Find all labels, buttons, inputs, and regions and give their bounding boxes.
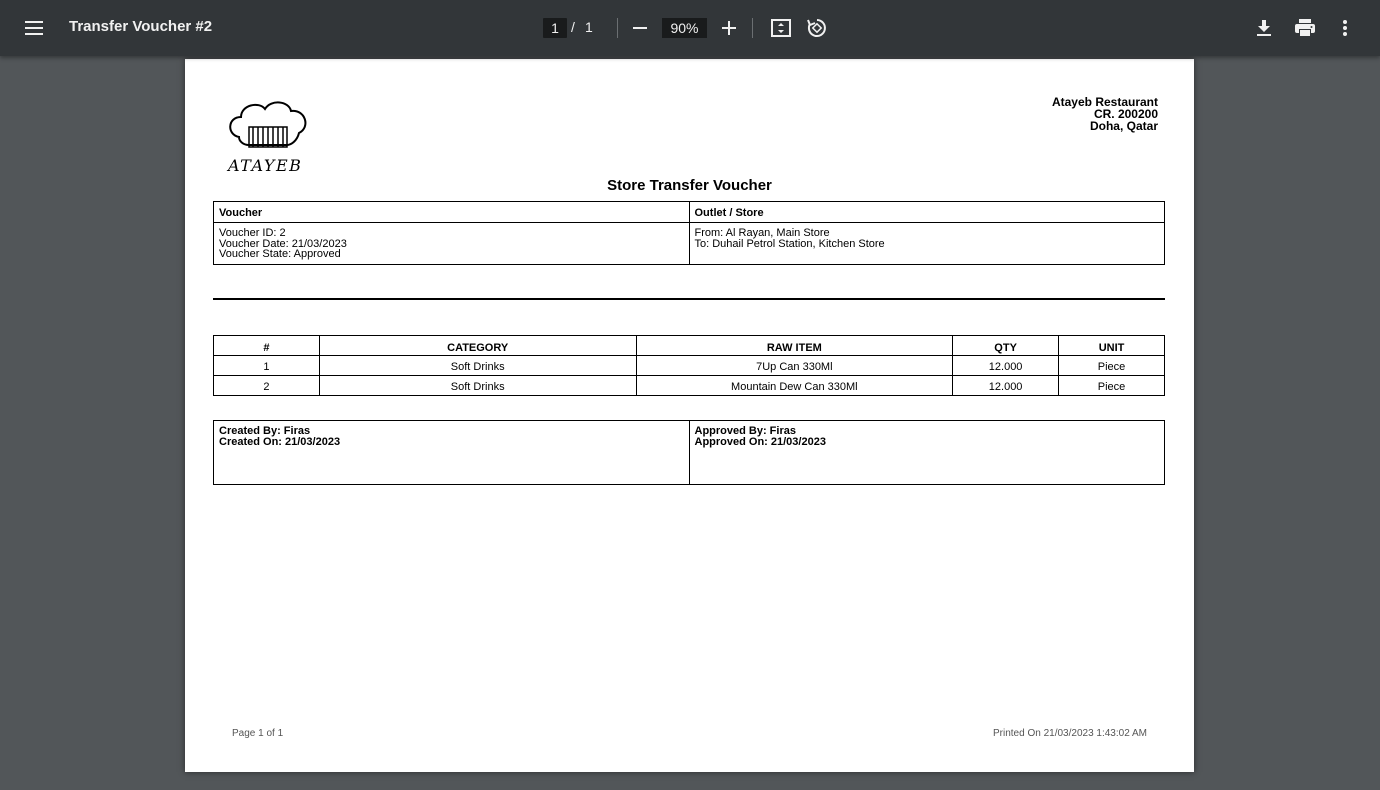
table-cell: Piece — [1059, 356, 1165, 376]
table-cell: 1 — [214, 356, 320, 376]
approved-block — [689, 421, 1165, 485]
signature-table — [213, 420, 1165, 485]
company-name: Atayeb Restaurant — [1051, 95, 1158, 109]
table-cell: Soft Drinks — [319, 356, 636, 376]
toolbar-divider — [752, 18, 753, 38]
fit-page-icon[interactable] — [767, 14, 795, 42]
table-header-row — [214, 336, 1165, 356]
column-header: # — [214, 336, 320, 356]
outlet-details — [689, 223, 1165, 265]
created-by: Created By: Firas — [219, 425, 311, 437]
table-cell: Mountain Dew Can 330Ml — [636, 376, 953, 396]
items-table — [213, 335, 1165, 396]
section-divider — [213, 298, 1165, 300]
table-row — [214, 376, 1165, 396]
pdf-page — [185, 59, 1194, 772]
table-cell: Soft Drinks — [319, 376, 636, 396]
document-heading: Store Transfer Voucher — [607, 177, 772, 194]
download-icon[interactable] — [1250, 14, 1278, 42]
column-header: RAW ITEM — [636, 336, 953, 356]
approved-on: Approved On: 21/03/2023 — [694, 436, 826, 448]
page-number-input[interactable]: 1 — [543, 18, 567, 38]
voucher-header: Voucher — [214, 202, 690, 223]
voucher-id: Voucher ID: 2 — [219, 227, 286, 239]
approved-by: Approved By: Firas — [694, 425, 796, 437]
table-cell: Piece — [1059, 376, 1165, 396]
table-cell: 12.000 — [953, 356, 1059, 376]
print-icon[interactable] — [1290, 14, 1320, 42]
footer-page-info: Page 1 of 1 — [232, 728, 284, 739]
toolbar-divider — [617, 18, 618, 38]
voucher-info-table — [213, 201, 1165, 265]
voucher-details — [214, 223, 690, 265]
table-cell: 2 — [214, 376, 320, 396]
company-cr: CR. 200200 — [1093, 107, 1158, 121]
outlet-from: From: Al Rayan, Main Store — [694, 227, 830, 239]
outlet-to: To: Duhail Petrol Station, Kitchen Store — [694, 237, 885, 250]
page-total: 1 — [585, 19, 593, 35]
pdf-toolbar — [0, 0, 1380, 56]
company-location: Doha, Qatar — [1089, 119, 1158, 133]
page-separator: / — [571, 19, 575, 35]
table-row — [214, 356, 1165, 376]
zoom-level-input[interactable]: 90% — [662, 18, 707, 38]
more-vert-icon[interactable] — [1331, 14, 1359, 42]
chef-hat-logo — [225, 97, 310, 177]
voucher-date: Voucher Date: 21/03/2023 — [219, 237, 347, 250]
document-title: Transfer Voucher #2 — [69, 18, 213, 35]
rotate-icon[interactable] — [803, 14, 831, 42]
voucher-state: Voucher State: Approved — [219, 248, 341, 260]
column-header: UNIT — [1059, 336, 1165, 356]
created-block — [214, 421, 690, 485]
company-info — [1052, 96, 1158, 132]
table-cell: 7Up Can 330Ml — [636, 356, 953, 376]
zoom-out-icon[interactable] — [626, 14, 654, 42]
created-on: Created On: 21/03/2023 — [219, 436, 341, 448]
footer-printed-on: Printed On 21/03/2023 1:43:02 AM — [993, 728, 1147, 739]
column-header: QTY — [953, 336, 1059, 356]
outlet-header: Outlet / Store — [689, 202, 1165, 223]
zoom-in-icon[interactable] — [715, 14, 743, 42]
menu-icon[interactable] — [18, 12, 50, 44]
column-header: CATEGORY — [319, 336, 636, 356]
table-cell: 12.000 — [953, 376, 1059, 396]
svg-text:ATAYEB: ATAYEB — [228, 156, 303, 175]
